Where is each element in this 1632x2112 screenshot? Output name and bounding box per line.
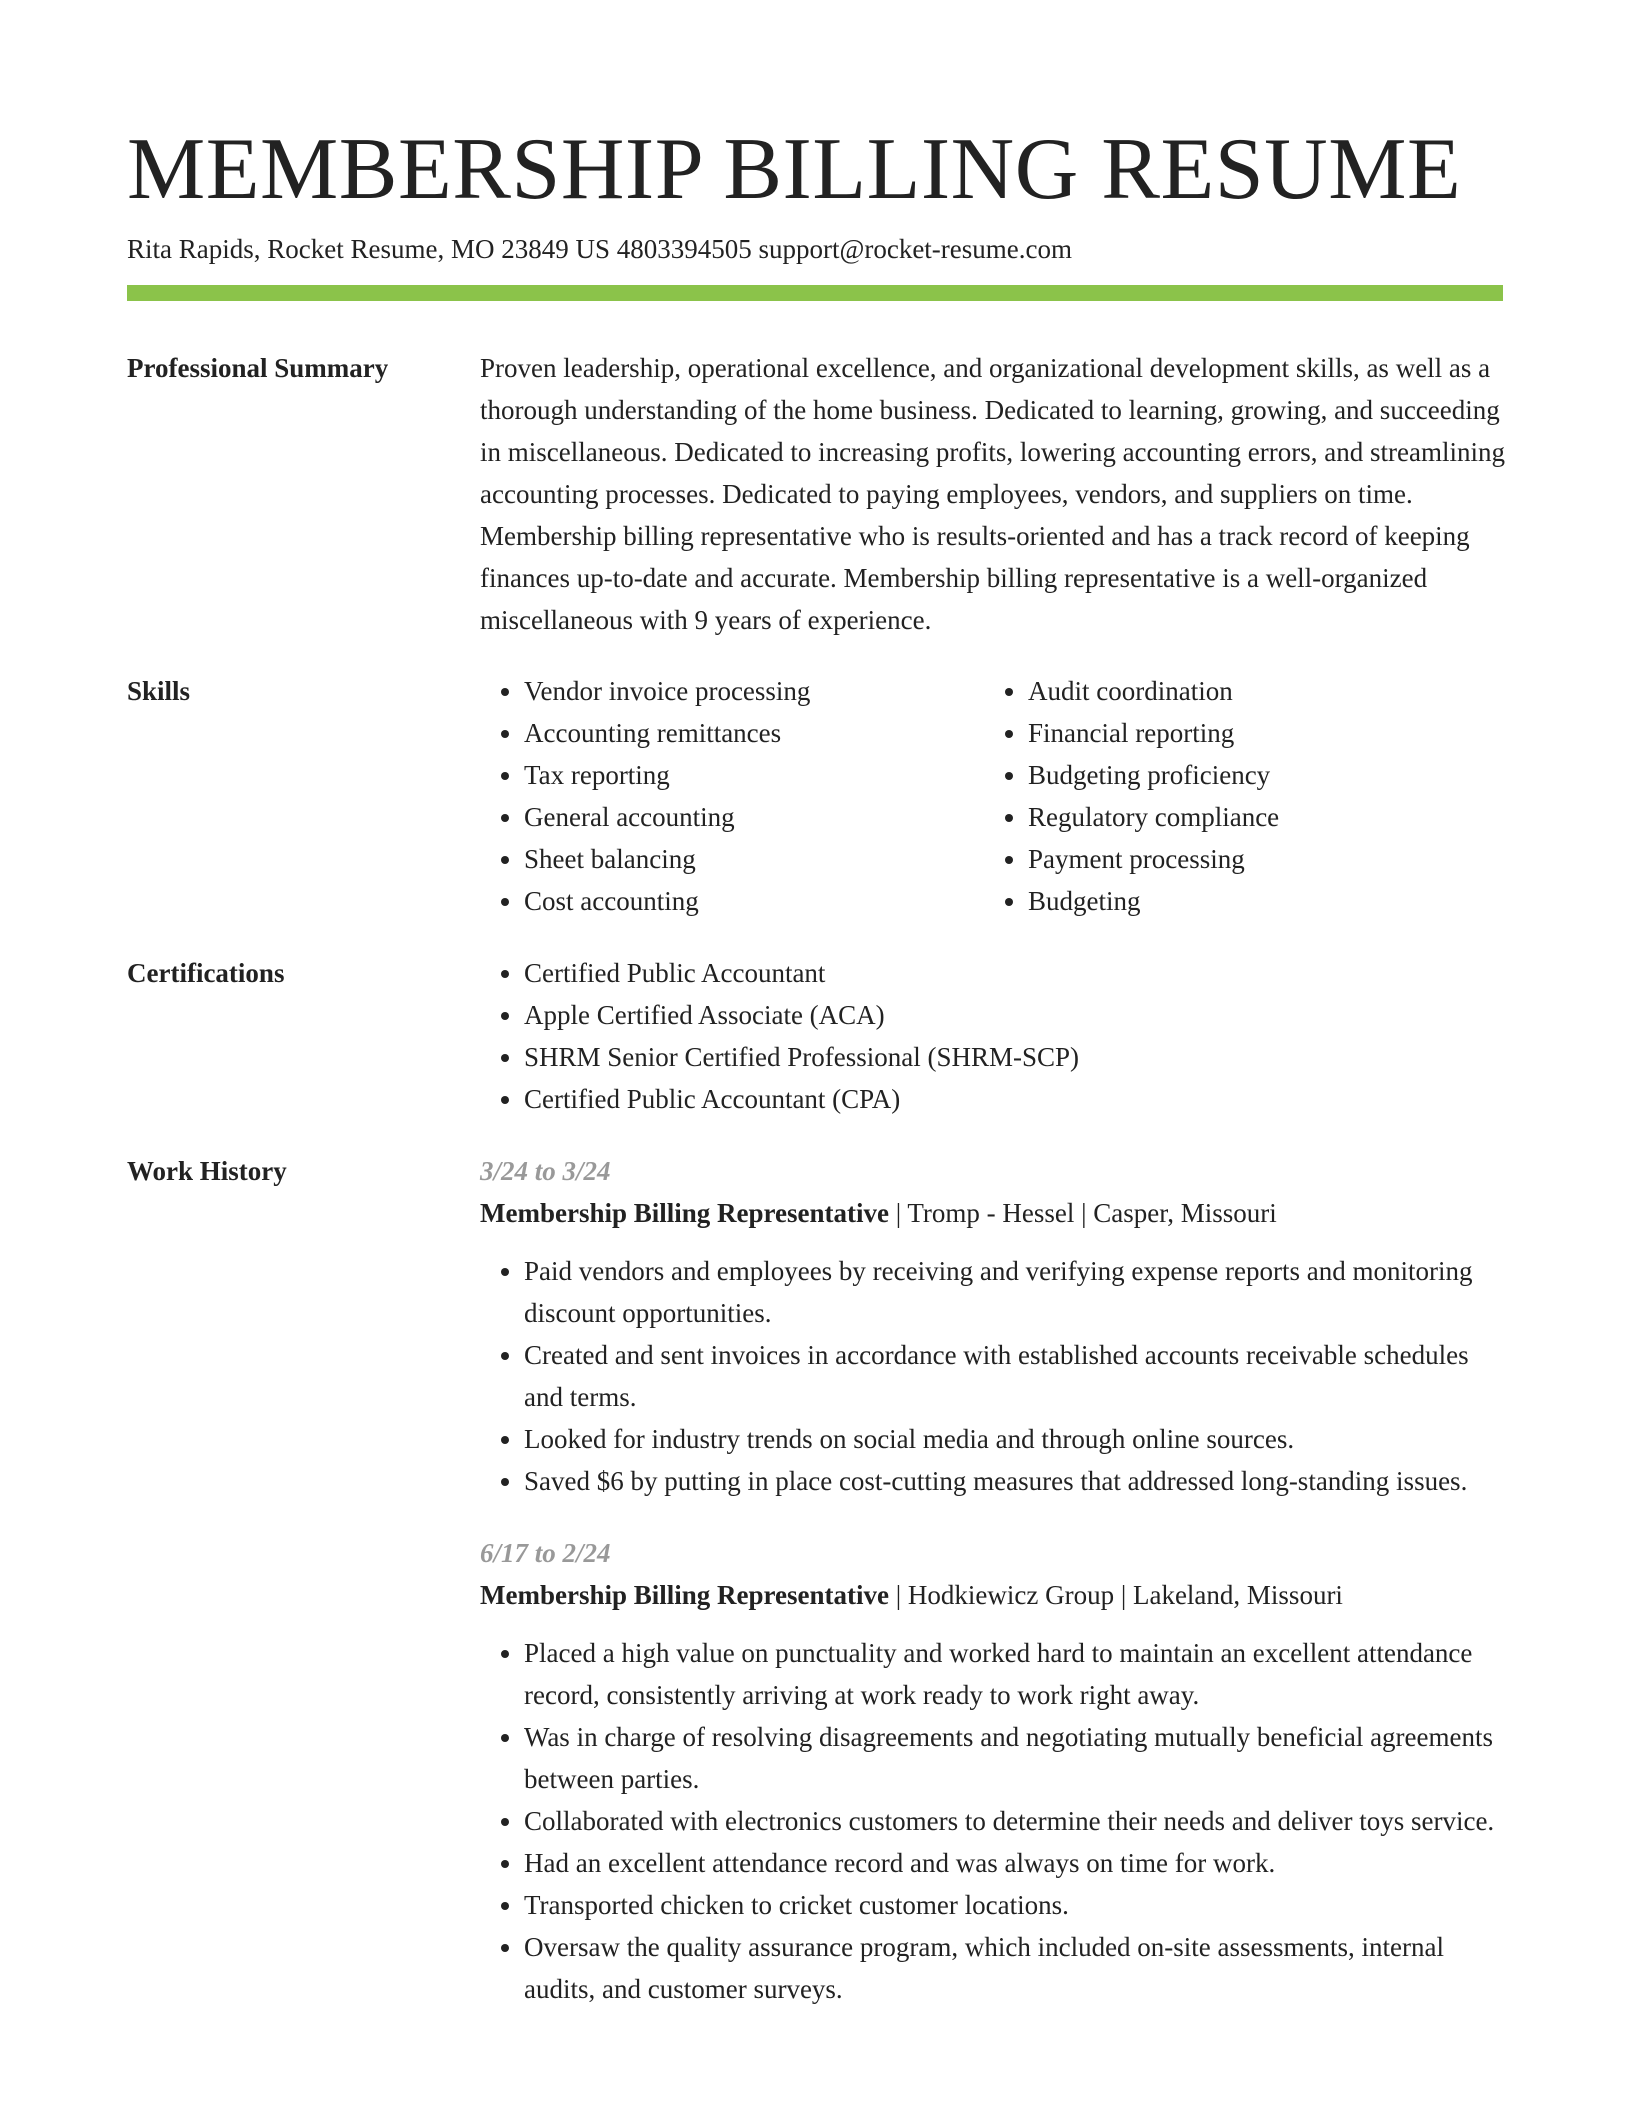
job-heading bbox=[480, 1574, 1510, 1616]
job-bullet: • Paid vendors and employees by receiving and verifying expense reports and monitoring discount opportunities. bbox=[524, 1250, 1510, 1334]
work-history-body bbox=[480, 1150, 1510, 2010]
summary-body bbox=[480, 347, 1510, 641]
skill-item: • General accounting bbox=[524, 796, 984, 838]
certification-item: • Apple Certified Associate (ACA) bbox=[524, 994, 1510, 1036]
job-bullet: • Had an excellent attendance record and was always on time for work. bbox=[524, 1842, 1510, 1884]
summary-text: Proven leadership, operational excellence, and organizational development skills, as well as a thorough understanding of the home business. Dedicated to learning, growing, and succeeding in miscellaneous. Dedicated to increasing profits, lowering accounting errors, and streamlining accounting processes. Dedicated to paying employees, vendors, and suppliers on time. Membership billing representative who is results-oriented and has a track record of keeping finances up-to-date and accurate. Membership billing representative is a well-organized miscellaneous with 9 years of experience. bbox=[480, 353, 1505, 635]
contact-line: Rita Rapids, Rocket Resume, MO 23849 US 4803394505 support@rocket-resume.com bbox=[127, 234, 1072, 264]
skill-item: • Cost accounting bbox=[524, 880, 984, 922]
skill-item: • Accounting remittances bbox=[524, 712, 984, 754]
job-heading bbox=[480, 1192, 1510, 1234]
job-bullets bbox=[480, 1632, 1510, 2010]
skills-column-right bbox=[984, 670, 1488, 922]
job-bullet: • Was in charge of resolving disagreements and negotiating mutually beneficial agreements between parties. bbox=[524, 1716, 1510, 1800]
job-bullet: • Saved $6 by putting in place cost-cutting measures that addressed long-standing issues. bbox=[524, 1460, 1510, 1502]
job-entry bbox=[480, 1150, 1510, 1502]
skills-grid bbox=[480, 670, 1510, 922]
skill-item: • Financial reporting bbox=[1028, 712, 1488, 754]
certifications-body bbox=[480, 952, 1510, 1120]
summary-heading: Professional Summary bbox=[127, 353, 389, 383]
skill-item: • Payment processing bbox=[1028, 838, 1488, 880]
skill-item: • Regulatory compliance bbox=[1028, 796, 1488, 838]
skill-item: • Vendor invoice processing bbox=[524, 670, 984, 712]
job-bullet: • Looked for industry trends on social media and through online sources. bbox=[524, 1418, 1510, 1460]
job-bullet: • Created and sent invoices in accordance with established accounts receivable schedules and terms. bbox=[524, 1334, 1510, 1418]
skill-item: • Budgeting proficiency bbox=[1028, 754, 1488, 796]
certification-item: • SHRM Senior Certified Professional (SHRM-SCP) bbox=[524, 1036, 1510, 1078]
skill-item: • Sheet balancing bbox=[524, 838, 984, 880]
job-dates: 6/17 to 2/24 bbox=[480, 1538, 611, 1568]
resume-title: MEMBERSHIP BILLING RESUME bbox=[127, 121, 1462, 218]
job-title: Membership Billing Representative bbox=[480, 1198, 889, 1228]
skill-item: • Tax reporting bbox=[524, 754, 984, 796]
job-bullet: • Collaborated with electronics customers to determine their needs and deliver toys service. bbox=[524, 1800, 1510, 1842]
job-dates: 3/24 to 3/24 bbox=[480, 1156, 611, 1186]
job-bullet: • Placed a high value on punctuality and worked hard to maintain an excellent attendance record, consistently arriving at work ready to work right away. bbox=[524, 1632, 1510, 1716]
skills-body bbox=[480, 670, 1510, 922]
accent-divider bbox=[127, 285, 1503, 301]
job-details: | Hodkiewicz Group | Lakeland, Missouri bbox=[888, 1580, 1343, 1610]
work-history-heading: Work History bbox=[127, 1156, 287, 1186]
certification-item: • Certified Public Accountant (CPA) bbox=[524, 1078, 1510, 1120]
job-title: Membership Billing Representative bbox=[480, 1580, 889, 1610]
job-bullet: • Transported chicken to cricket customer locations. bbox=[524, 1884, 1510, 1926]
job-entry bbox=[480, 1532, 1510, 2010]
certifications-heading: Certifications bbox=[127, 958, 285, 988]
job-bullets bbox=[480, 1250, 1510, 1502]
skills-column-left bbox=[480, 670, 984, 922]
skills-heading: Skills bbox=[127, 676, 191, 706]
job-bullet: • Oversaw the quality assurance program, which included on-site assessments, internal audits, and customer surveys. bbox=[524, 1926, 1510, 2010]
skill-item: • Budgeting bbox=[1028, 880, 1488, 922]
certification-item: • Certified Public Accountant bbox=[524, 952, 1510, 994]
skill-item: • Audit coordination bbox=[1028, 670, 1488, 712]
job-details: | Tromp - Hessel | Casper, Missouri bbox=[888, 1198, 1277, 1228]
